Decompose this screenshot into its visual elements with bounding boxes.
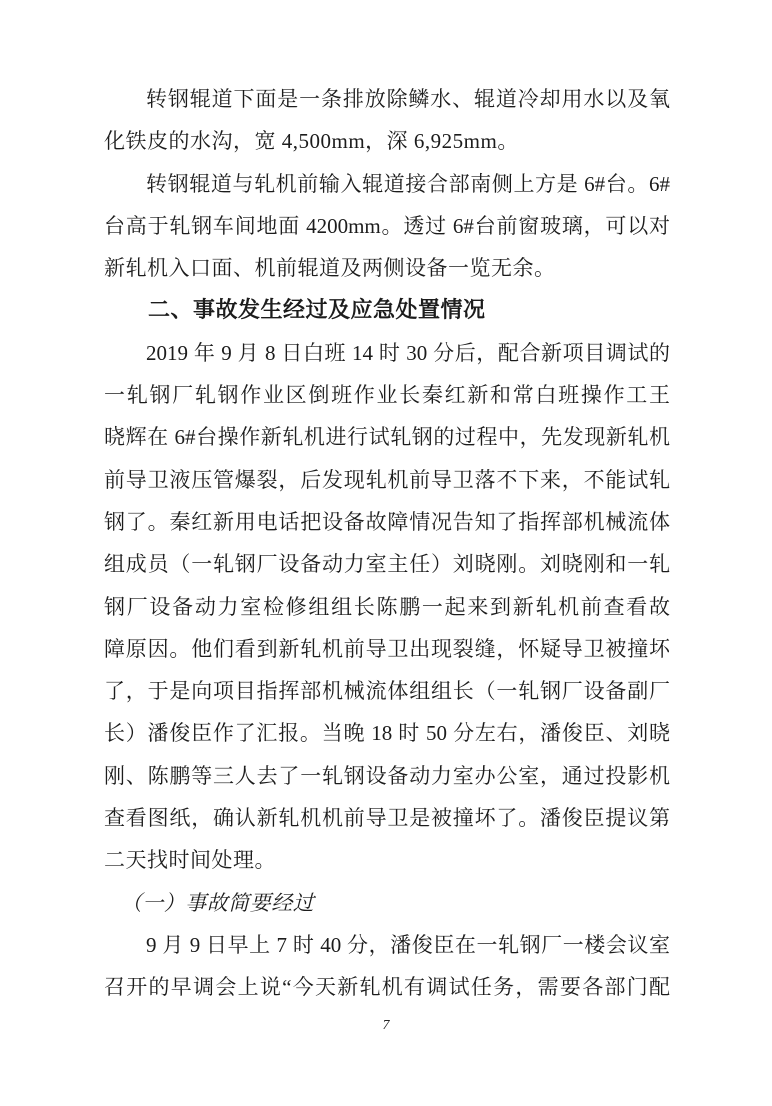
section-heading: 二、事故发生经过及应急处置情况 bbox=[148, 297, 486, 323]
text-line: 化铁皮的水沟，宽 4,500mm，深 6,925mm。 bbox=[104, 129, 519, 154]
text-line: 一轧钢厂轧钢作业区倒班作业长秦红新和常白班操作工王 bbox=[104, 383, 670, 408]
subsection-heading: （一）事故简要经过 bbox=[120, 890, 315, 915]
text-line: 障原因。他们看到新轧机前导卫出现裂缝，怀疑导卫被撞坏 bbox=[104, 636, 670, 661]
page-number: 7 bbox=[382, 1018, 390, 1033]
text-line: 刚、陈鹏等三人去了一轧钢设备动力室办公室，通过投影机 bbox=[104, 763, 670, 788]
text-line: 转钢辊道下面是一条排放除鳞水、辊道冷却用水以及氧 bbox=[146, 87, 670, 111]
text-line: 召开的早调会上说“今天新轧机有调试任务，需要各部门配 bbox=[104, 975, 670, 1000]
text-line: 转钢辊道与轧机前输入辊道接合部南侧上方是 6#台。6# bbox=[146, 171, 670, 196]
text-line: 晓辉在 6#台操作新轧机进行试轧钢的过程中，先发现新轧机 bbox=[104, 425, 670, 450]
text-line: 前导卫液压管爆裂，后发现轧机前导卫落不下来，不能试轧 bbox=[104, 467, 670, 492]
text-line: 查看图纸，确认新轧机机前导卫是被撞坏了。潘俊臣提议第 bbox=[104, 806, 670, 831]
text-line: 长）潘俊臣作了汇报。当晚 18 时 50 分左右，潘俊臣、刘晓 bbox=[104, 721, 670, 746]
text-line: 组成员（一轧钢厂设备动力室主任）刘晓刚。刘晓刚和一轧 bbox=[104, 552, 670, 577]
text-line: 钢厂设备动力室检修组组长陈鹏一起来到新轧机前查看故 bbox=[104, 594, 670, 619]
text-line: 钢了。秦红新用电话把设备故障情况告知了指挥部机械流体 bbox=[104, 509, 670, 534]
text-line: 台高于轧钢车间地面 4200mm。透过 6#台前窗玻璃，可以对 bbox=[104, 213, 670, 238]
text-line: 二天找时间处理。 bbox=[104, 848, 276, 873]
text-line: 9 月 9 日早上 7 时 40 分，潘俊臣在一轧钢厂一楼会议室 bbox=[146, 932, 670, 957]
text-line: 新轧机入口面、机前辊道及两侧设备一览无余。 bbox=[104, 256, 556, 281]
document-body bbox=[104, 78, 670, 1009]
text-line: 了，于是向项目指挥部机械流体组组长（一轧钢厂设备副厂 bbox=[104, 679, 670, 704]
text-line: 2019 年 9 月 8 日白班 14 时 30 分后，配合新项目调试的 bbox=[146, 340, 670, 365]
